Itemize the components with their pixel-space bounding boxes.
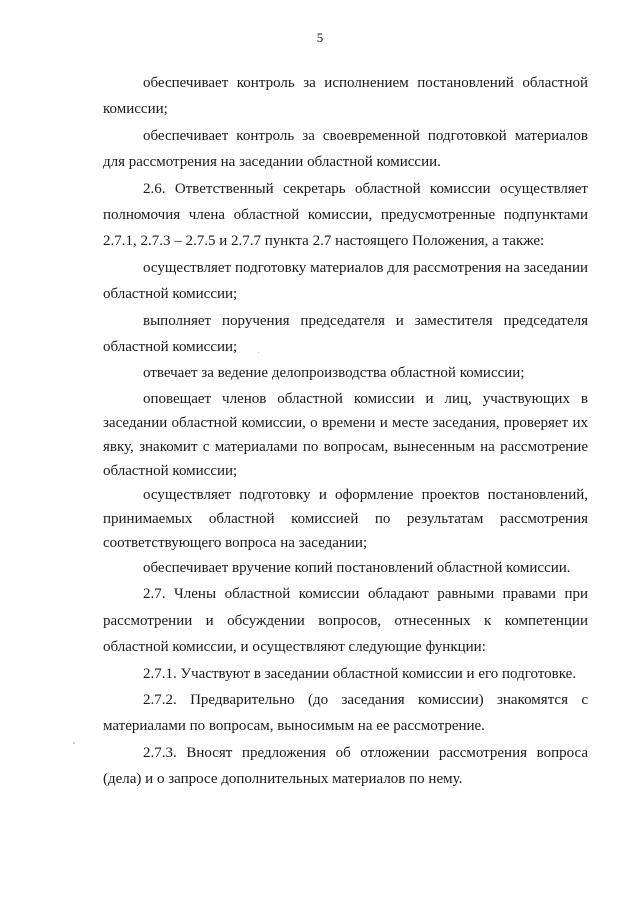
paragraph: осуществляет подготовку материалов для рассмотрения на заседании областной комиссии; [103,259,588,303]
paragraph: обеспечивает вручение копий постановлений областной комиссии. [143,559,571,576]
paragraph: 2.7.2. Предварительно (до заседания комиссии) знакомятся с материалами по вопросам, выносимым на ее рассмотрение. [103,691,588,735]
paragraph: выполняет поручения председателя и заместителя председателя областной комиссии; [103,312,588,356]
paragraph: отвечает за ведение делопроизводства областной комиссии; [143,365,525,382]
paragraph: обеспечивает контроль за исполнением постановлений областной комиссии; [103,75,588,118]
paragraph: 2.7.3. Вносят предложения об отложении рассмотрения вопроса (дела) и о запросе дополнительных материалов по нему. [103,744,588,788]
page-number: 5 [316,30,324,45]
scan-speck [73,742,75,744]
document-body [103,70,588,793]
paragraph: 2.7. Члены областной комиссии обладают равными правами при рассмотрении и обсуждении вопросов, отнесенных к компетенции областной комиссии, и осуществляют следующие функции: [103,586,588,656]
paragraph: обеспечивает контроль за своевременной подготовкой материалов для рассмотрения на заседании областной комиссии. [103,127,588,171]
paragraph: осуществляет подготовку и оформление проектов постановлений, принимаемых областной комиссией по результатам рассмотрения соответствующего вопроса на заседании; [103,486,588,551]
paragraph: 2.7.1. Участвуют в заседании областной комиссии и его подготовке. [143,665,577,682]
scan-speck [258,352,259,353]
paragraph: 2.6. Ответственный секретарь областной комиссии осуществляет полномочия члена областной комиссии, предусмотренные подпунктами 2.7.1, 2.7.3 – 2.7.5 и 2.7.7 пункта 2.7 настоящего Положения, а также: [103,180,588,250]
paragraph: оповещает членов областной комиссии и лиц, участвующих в заседании областной комиссии, о времени и месте заседания, проверяет их явку, знакомит с материалами по вопросам, вынесенным на рассмотрение областной комиссии; [103,390,588,479]
